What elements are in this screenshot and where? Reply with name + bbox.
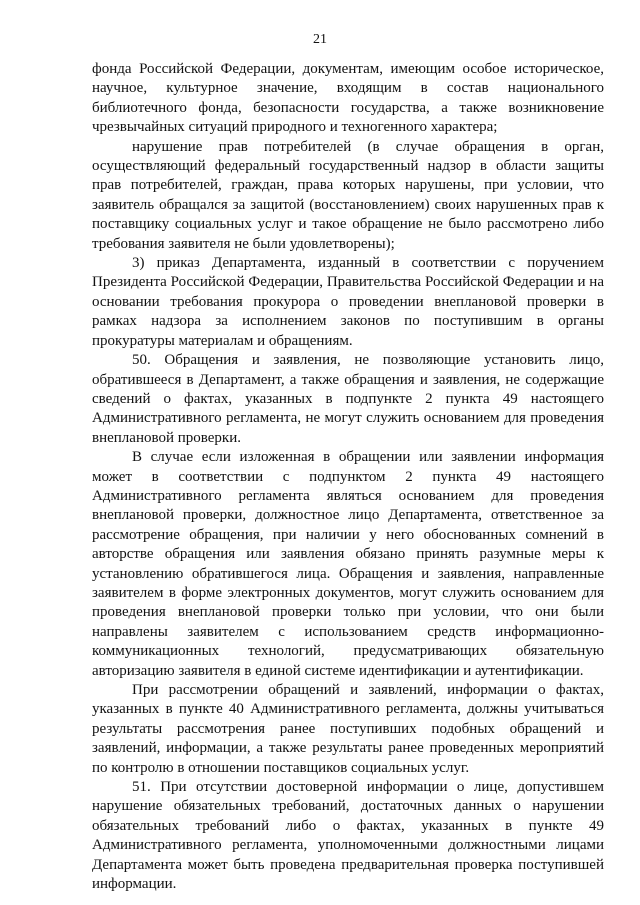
paragraph-clause-50: 50. Обращения и заявления, не позволяющие установить лицо, обратившееся в Департамент, а также обращения и заявления, не содержащие сведений о фактах, указанных в подпункте 2 пункта 49 настоящего Административного регламента, не могут служить основанием для проведения внеплановой проверки. <box>92 352 604 446</box>
paragraph-clause-50-review: При рассмотрении обращений и заявлений, информации о фактах, указанных в пункте 40 Административного регламента, должны учитываться результаты рассмотрения ранее поступивших подобных обращений и заявлений, информации, а также результаты ранее проведенных мероприятий по контролю в отношении поставщиков социальных услуг. <box>92 682 604 776</box>
page-number: 21 <box>313 32 327 47</box>
document-body <box>92 60 604 894</box>
paragraph-order-item-3: 3) приказ Департамента, изданный в соответствии с поручением Президента Российской Федерации, Правительства Российской Федерации и на основании требования прокурора о проведении внеплановой проверки в рамках надзора за исполнением законов по поступившим в органы прокуратуры материалам и обращениям. <box>92 255 604 349</box>
paragraph-consumer-rights: нарушение прав потребителей (в случае обращения в орган, осуществляющий федеральный государственный надзор в области защиты прав потребителей, граждан, права которых нарушены, при условии, что заявитель обращался за защитой (восстановлением) своих нарушенных прав к поставщику социальных услуг и такое обращение не было рассмотрено либо требования заявителя не были удовлетворены); <box>92 138 604 252</box>
paragraph-continuation: фонда Российской Федерации, документам, имеющим особое историческое, научное, культурное значение, входящим в состав национального библиотечного фонда, безопасности государства, а также возникновение чрезвычайных ситуаций природного и техногенного характера; <box>92 61 604 136</box>
paragraph-clause-50-case: В случае если изложенная в обращении или заявлении информация может в соответствии с подпунктом 2 пункта 49 настоящего Административного регламента являться основанием для проведения внеплановой проверки, должностное лицо Департамента, ответственное за рассмотрение обращения, при наличии у него обоснованных сомнений в авторстве обращения или заявления обязано принять разумные меры к установлению обратившегося лица. Обращения и заявления, направленные заявителем в форме электронных документов, могут служить основанием для проведения внеплановой проверки только при условии, что они были направлены заявителем с использованием средств информационно-коммуникационных технологий, предусматривающих обязательную авторизацию заявителя в единой системе идентификации и аутентификации. <box>92 449 604 679</box>
paragraph-clause-51: 51. При отсутствии достоверной информации о лице, допустившем нарушение обязательных требований, достаточных данных о нарушении обязательных требований либо о фактах, указанных в пункте 49 Административного регламента, уполномоченными должностными лицами Департамента может быть проведена предварительная проверка поступившей информации. <box>92 779 604 893</box>
